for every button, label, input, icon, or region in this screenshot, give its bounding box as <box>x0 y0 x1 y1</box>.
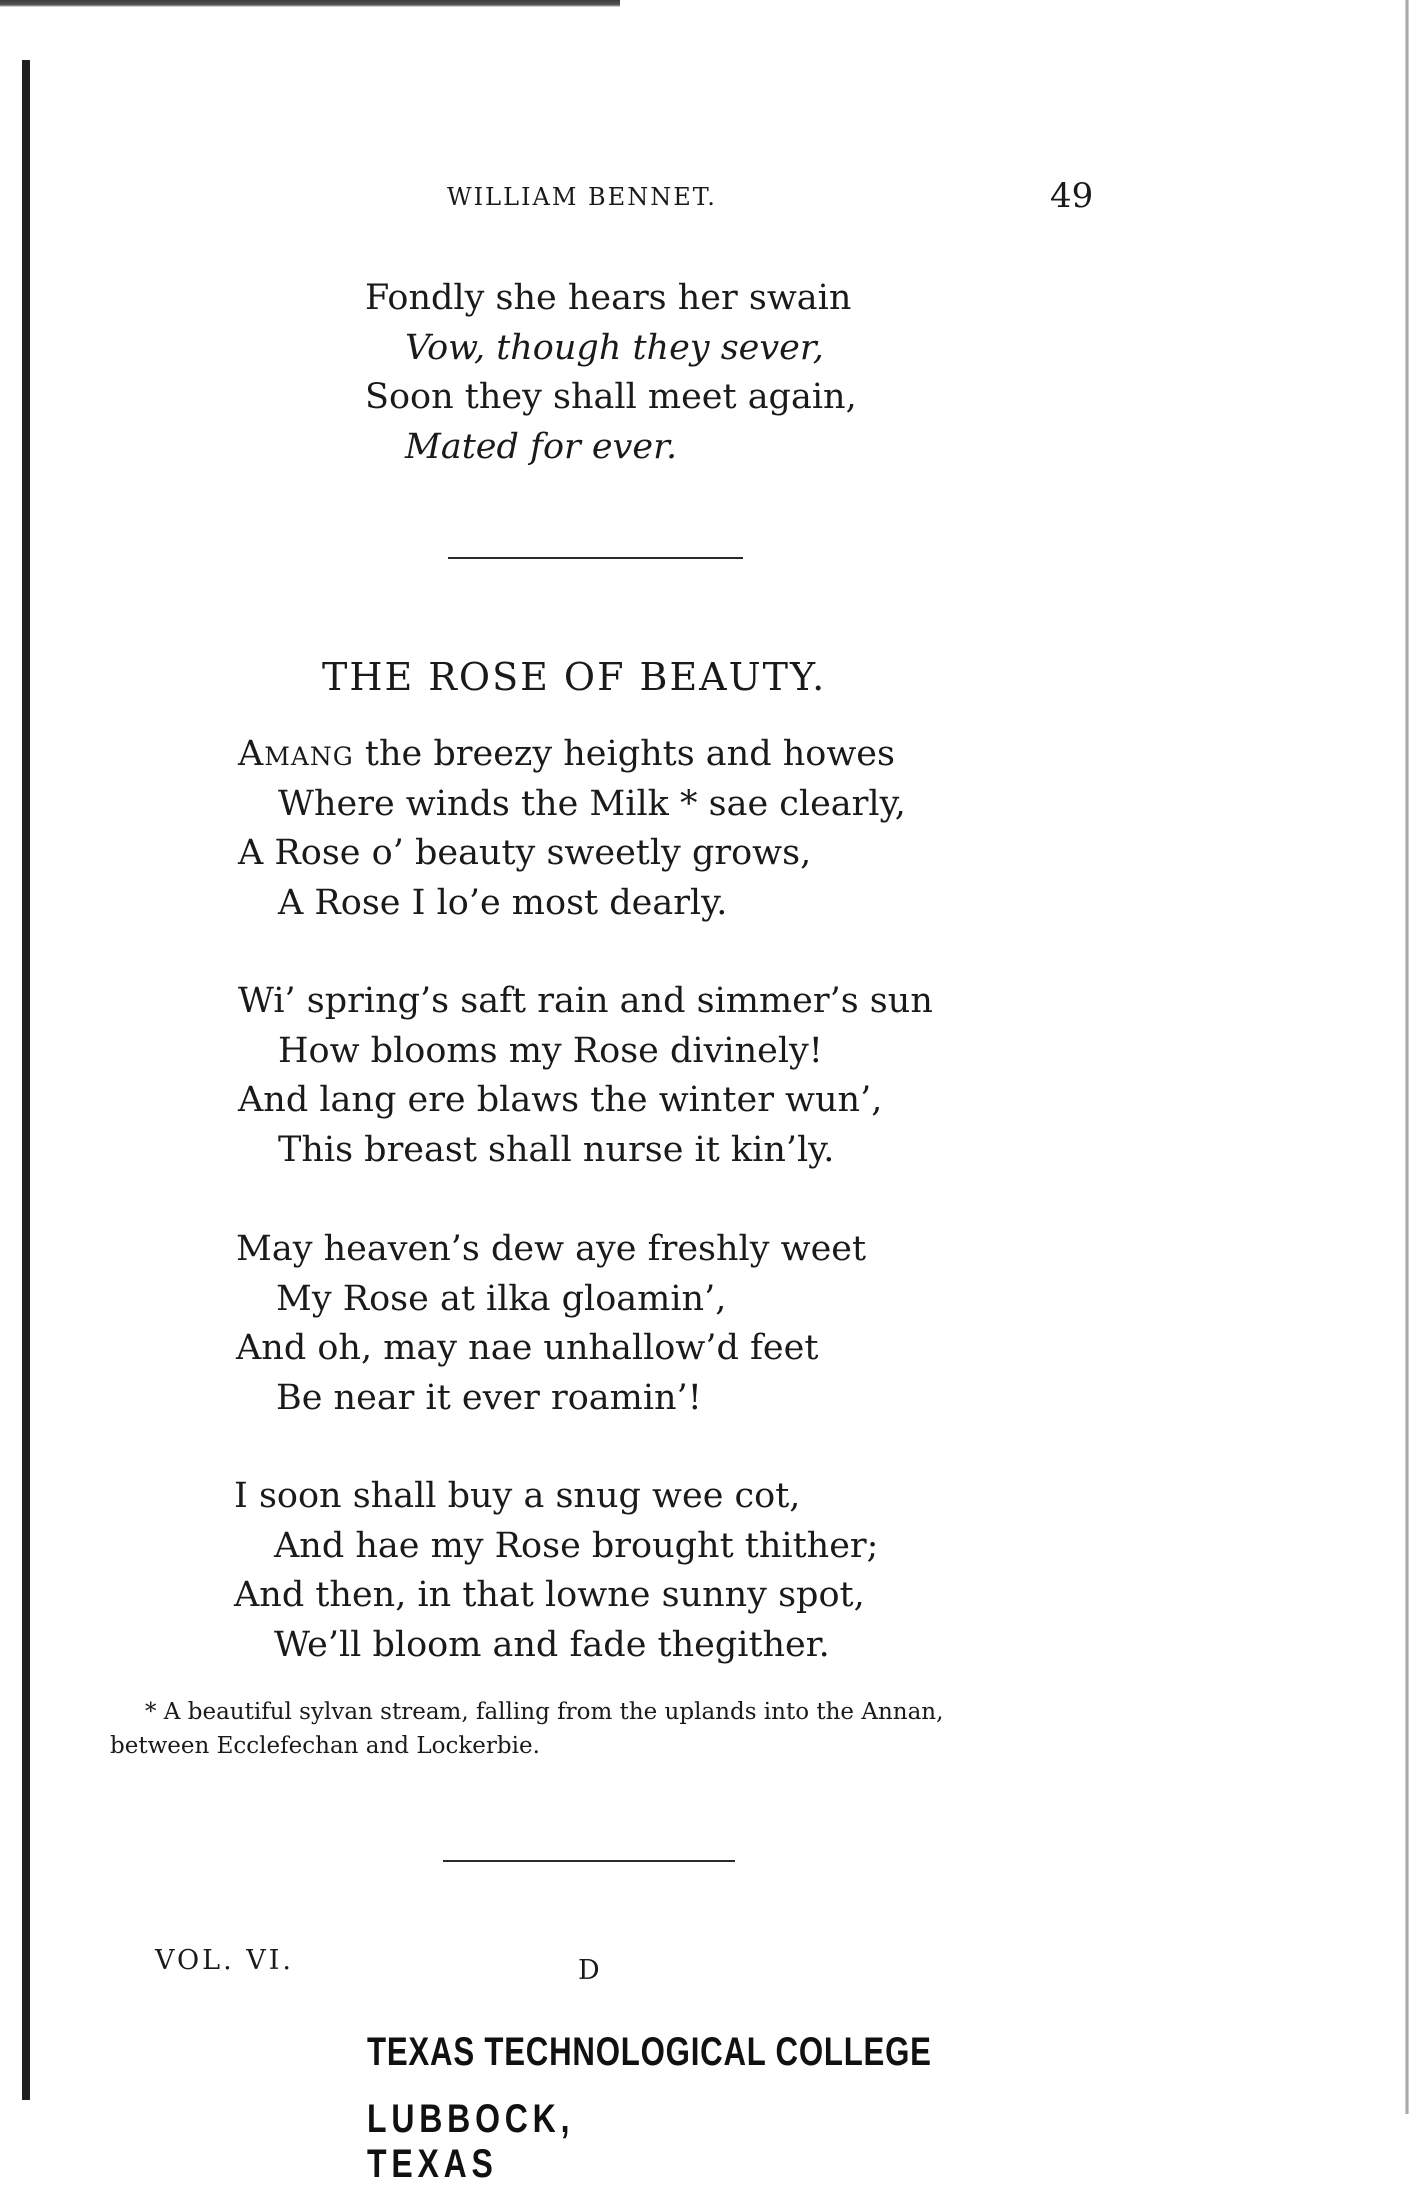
poem-line-rest: the breezy heights and howes <box>353 734 895 774</box>
poem-line: And then, in that lowne sunny spot, <box>234 1575 865 1615</box>
poem-line: This breast shall nurse it kin’ly. <box>278 1129 835 1170</box>
poem-line <box>238 730 906 780</box>
poem-line: Vow, though they sever, <box>405 327 824 368</box>
poem-line: How blooms my Rose divinely! <box>278 1030 823 1071</box>
poem-line: Where winds the Milk * sae clearly, <box>278 783 906 824</box>
previous-poem-stanza <box>365 274 857 472</box>
poem-line: A Rose I lo’e most dearly. <box>278 882 728 923</box>
binding-edge <box>22 60 30 2100</box>
footnote <box>110 1695 1110 1763</box>
drop-word: Amang <box>238 734 354 774</box>
signature-letter: D <box>578 1955 600 1986</box>
poem-line: Mated for ever. <box>405 426 678 467</box>
section-rule <box>448 557 743 559</box>
poem-line: My Rose at ilka gloamin’, <box>276 1278 727 1319</box>
poem-stanza-4 <box>234 1472 878 1670</box>
poem-stanza-3 <box>236 1225 866 1423</box>
poem-line: We’ll bloom and fade thegither. <box>274 1624 830 1665</box>
poem-line: Wi’ spring’s saft rain and simmer’s sun <box>238 981 933 1021</box>
poem-stanza-2 <box>238 977 933 1175</box>
scan-shadow-top <box>0 0 620 80</box>
page-edge-right <box>1405 0 1409 2114</box>
volume-signature: VOL. VI. <box>155 1945 295 1976</box>
poem-line: And lang ere blaws the winter wun’, <box>238 1080 883 1120</box>
poem-stanza-1 <box>238 730 906 928</box>
library-stamp-location-text: LUBBOCK, TEXAS <box>367 2097 575 2186</box>
poem-line: May heaven’s dew aye freshly weet <box>236 1229 867 1269</box>
poem-line: Be near it ever roamin’! <box>276 1377 702 1418</box>
footnote-line: * A beautiful sylvan stream, falling from the uplands into the Annan, <box>145 1699 944 1725</box>
poem-line: Fondly she hears her swain <box>365 278 852 318</box>
poem-line: I soon shall buy a snug wee cot, <box>234 1476 801 1516</box>
poem-line: And hae my Rose brought thither; <box>274 1525 879 1566</box>
library-stamp-location <box>367 2097 657 2186</box>
poem-line: Soon they shall meet again, <box>365 377 857 417</box>
library-stamp: TEXAS TECHNOLOGICAL COLLEGE <box>367 2030 932 2074</box>
page-number: 49 <box>1050 176 1094 216</box>
poem-title: THE ROSE OF BEAUTY. <box>322 655 827 699</box>
footnote-line: between Ecclefechan and Lockerbie. <box>110 1733 540 1759</box>
running-head: WILLIAM BENNET. <box>447 183 717 211</box>
poem-line: A Rose o’ beauty sweetly grows, <box>238 833 812 873</box>
section-rule <box>443 1860 735 1862</box>
poem-line: And oh, may nae unhallow’d feet <box>236 1328 819 1368</box>
